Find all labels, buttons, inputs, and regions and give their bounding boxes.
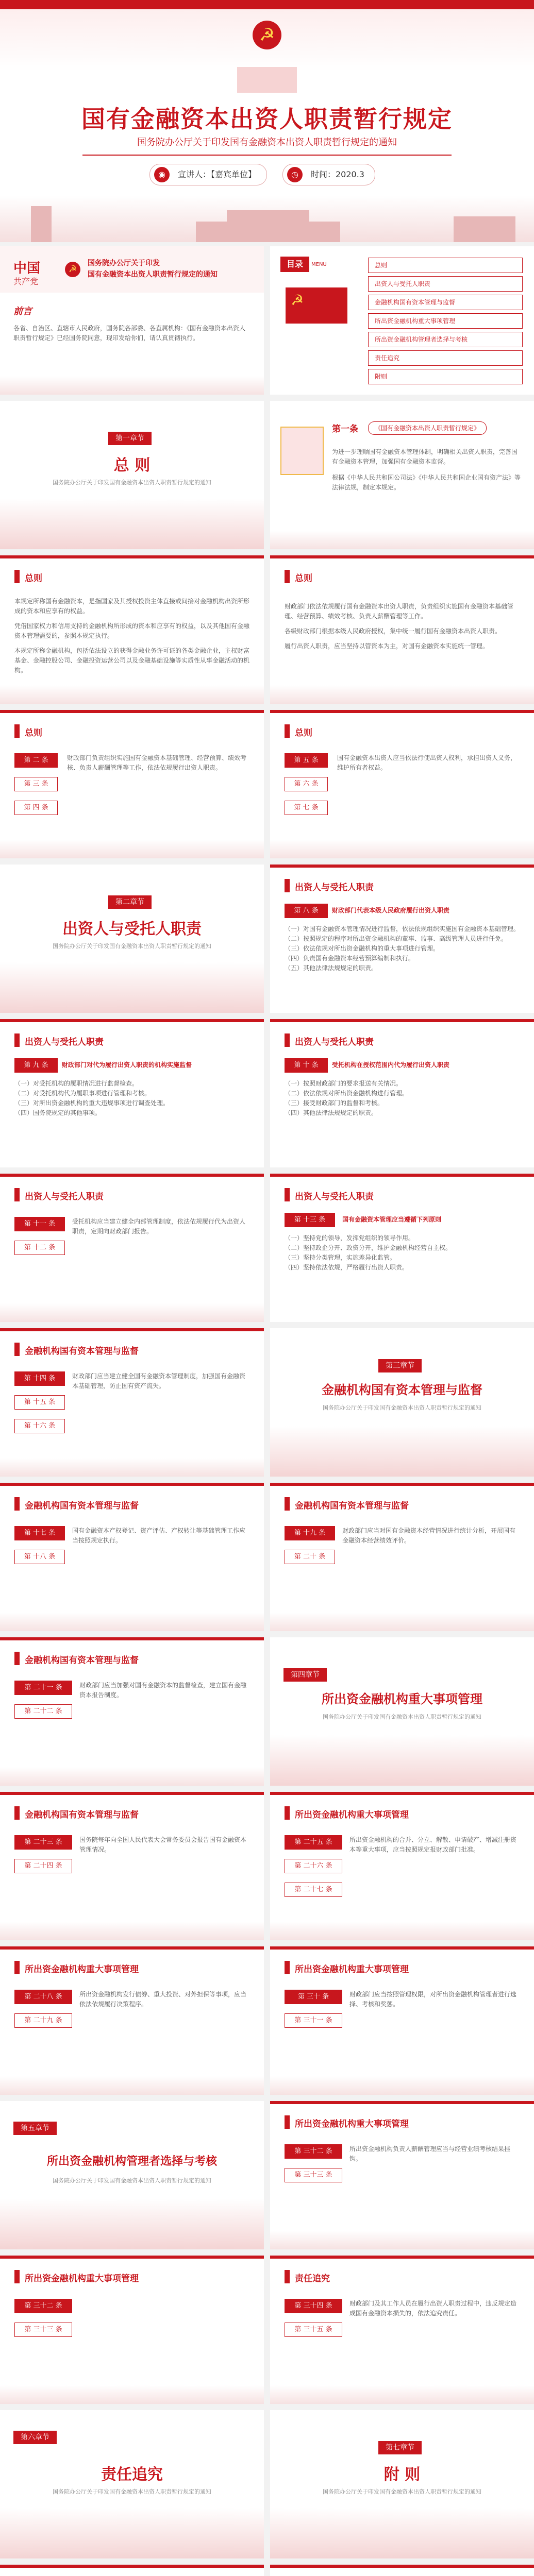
toc-item[interactable]: 金融机构国有资本管理与监督 xyxy=(368,295,523,310)
section-tag: 金融机构国有资本管理与监督 xyxy=(25,1655,139,1666)
duty-list xyxy=(285,1233,520,1273)
article-desc: 所出资金融机构发行债券、重大投资、对外担保等事项，应当依法依规履行决策程序。 xyxy=(79,1991,247,2008)
chapter-title: 责任追究 xyxy=(101,2466,163,2484)
toc-item[interactable]: 责任追究 xyxy=(368,350,523,366)
article-desc: 国有金融资本产权登记、资产评估、产权转让等基础管理工作应当按照规定执行。 xyxy=(72,1527,246,1544)
duty-line: （四）负责国有金融资本经营预算编制和执行。 xyxy=(285,955,415,962)
duty-line: （一）对国有金融资本管理情况进行监督，依法依规组织实施国有金融资本基础管理。 xyxy=(285,925,520,933)
duty-line: （三）接受财政部门的监督和考核。 xyxy=(285,1099,384,1107)
article-lines xyxy=(332,447,523,493)
article-head: 财政部门代表本级人民政府履行出资人职责 xyxy=(332,907,450,914)
slide-footer xyxy=(270,1613,534,1631)
article-desc: 国有金融资本出资人应当依法行使出资人权利，承担出资人义务，维护所有者权益。 xyxy=(337,754,517,771)
article-tag: 第 七 条 xyxy=(285,801,328,815)
article1-slide xyxy=(270,401,534,549)
section-tag: 责任追究 xyxy=(295,2274,330,2284)
section-bar xyxy=(285,2115,290,2129)
article-tag: 第 十二 条 xyxy=(14,1241,65,1255)
article-tag: 第 二 条 xyxy=(14,753,58,768)
badge-small: 共产党 xyxy=(13,277,39,286)
article-tag: 第 五 条 xyxy=(285,753,328,768)
slide-topline xyxy=(270,1483,534,1486)
article-tag: 第 十 条 xyxy=(285,1058,328,1073)
para-group xyxy=(285,602,520,651)
section-tag: 金融机构国有资本管理与监督 xyxy=(295,1501,409,1511)
article-tag: 第 二十六 条 xyxy=(285,1859,342,1873)
duty-list xyxy=(285,924,520,973)
section-tag: 金融机构国有资本管理与监督 xyxy=(25,1346,139,1357)
section-bar xyxy=(285,1497,290,1511)
phone-illustration xyxy=(280,427,324,475)
intro-banner xyxy=(88,258,242,283)
slide-footer xyxy=(0,376,264,395)
user-icon: ◉ xyxy=(154,167,170,182)
duty-line: （一）坚持党的领导，发挥党组织的领导作用。 xyxy=(285,1234,415,1242)
slide-footer xyxy=(0,1613,264,1631)
zongze-a-slide xyxy=(0,555,264,704)
toc-item[interactable]: 附则 xyxy=(368,369,523,384)
banner-line1: 国务院办公厅关于印发 xyxy=(88,259,160,267)
article-desc: 国务院每年向全国人民代表大会常务委员会报告国有金融资本管理情况。 xyxy=(79,1836,247,1853)
chapter-note: 国务院办公厅关于印发国有金融资本出资人职责暂行规定的通知 xyxy=(53,2488,211,2495)
chapter-title: 所出资金融机构管理者选择与考核 xyxy=(46,2155,217,2168)
article-tag: 第 十四 条 xyxy=(14,1371,65,1386)
section-bar xyxy=(14,1033,20,1047)
article-tag: 第 二十一 条 xyxy=(14,1681,72,1695)
article-tag: 第 十三 条 xyxy=(285,1213,335,1227)
para-group xyxy=(14,597,249,675)
duty-line: （四）国务院规定的其他事项。 xyxy=(14,1109,102,1116)
toc-item[interactable]: 所出资金融机构管理者选择与考核 xyxy=(368,332,523,347)
duty-line: （五）其他法律法规规定的职责。 xyxy=(285,964,378,972)
section-bar xyxy=(285,1961,290,1974)
preface-label: 前言 xyxy=(13,306,32,317)
chapter6-cover xyxy=(0,2410,264,2558)
duty-b-slide xyxy=(0,1019,264,1167)
slide-topline xyxy=(0,1019,264,1022)
major-b-slide xyxy=(0,1946,264,2095)
chapter4-cover xyxy=(270,1637,534,1786)
article-tag: 第 二十八 条 xyxy=(14,1990,72,2004)
article-tag: 第 六 条 xyxy=(285,777,328,791)
slide-topline xyxy=(0,1792,264,1795)
slide-footer xyxy=(0,1458,264,1477)
slide-footer xyxy=(0,1922,264,1940)
section-bar xyxy=(14,1961,20,1974)
duty-line: （三）对所出资金融机构的重大违规事项进行调查处理。 xyxy=(14,1099,170,1107)
duty-line: （一）按照财政部门的要求报送有关情况。 xyxy=(285,1080,403,1087)
slide-topline xyxy=(0,1946,264,1950)
section-tag: 总则 xyxy=(25,573,42,584)
chapter7-cover xyxy=(270,2410,534,2558)
cover-subtitle: 国务院办公厅关于印发国有金融资本出资人职责暂行规定的通知 xyxy=(137,137,397,148)
duty-line: （三）依法依规对所出资金融机构的重大事项进行管理。 xyxy=(285,945,440,952)
chapter-skyline xyxy=(270,2508,534,2558)
chapter-tag: 第二章节 xyxy=(108,895,152,909)
chapter-skyline xyxy=(0,2508,264,2558)
slide-topline xyxy=(0,710,264,713)
section-tag: 所出资金融机构重大事项管理 xyxy=(295,1810,409,1820)
section-tag: 所出资金融机构重大事项管理 xyxy=(25,1964,139,1975)
chapter-note: 国务院办公厅关于印发国有金融资本出资人职责暂行规定的通知 xyxy=(53,2177,211,2184)
slide-topline xyxy=(270,2101,534,2104)
toc-item[interactable]: 出资人与受托人职责 xyxy=(368,276,523,292)
section-bar xyxy=(14,1652,20,1665)
chapter-title: 总 则 xyxy=(113,456,151,474)
section-bar xyxy=(285,1188,290,1201)
cover-slide xyxy=(0,0,534,242)
duty-d-slide xyxy=(0,1174,264,1322)
article-tag: 第 二十九 条 xyxy=(14,2013,72,2028)
duty-line: （一）对受托机构的履职情况进行监督检查。 xyxy=(14,1080,139,1087)
mgr-c-slide xyxy=(0,2256,264,2404)
resp-a-slide xyxy=(270,2256,534,2404)
chapter-tag: 第四章节 xyxy=(283,1668,327,1682)
toc-flag xyxy=(286,287,347,324)
article-head: 受托机构在授权范围内代为履行出资人职责 xyxy=(332,1061,450,1069)
section-bar xyxy=(285,1806,290,1820)
chapter-title: 所出资金融机构重大事项管理 xyxy=(322,1692,482,1706)
chapter-tag: 第一章节 xyxy=(108,432,152,445)
section-bar xyxy=(14,570,20,583)
slide-footer xyxy=(0,2076,264,2095)
article-tag: 第 八 条 xyxy=(285,904,328,918)
article-tag: 第 十七 条 xyxy=(14,1526,65,1540)
section-tag: 出资人与受托人职责 xyxy=(295,883,374,893)
chapter-note: 国务院办公厅关于印发国有金融资本出资人职责暂行规定的通知 xyxy=(323,1404,481,1411)
article-desc: 财政部门应当按照管理权限，对所出资金融机构管理者进行选择、考核和奖惩。 xyxy=(349,1991,517,2008)
article-tag: 第 二十七 条 xyxy=(285,1883,342,1897)
section-tag: 出资人与受托人职责 xyxy=(295,1037,374,1047)
top-band xyxy=(0,0,534,9)
intro-slide xyxy=(0,246,264,395)
slide-footer xyxy=(270,1922,534,1940)
chapter-tag: 第七章节 xyxy=(378,2441,422,2454)
article-tag: 第 二十四 条 xyxy=(14,1859,72,1873)
chapter1-cover xyxy=(0,401,264,549)
article-head: 国有金融资本管理应当遵循下列原则 xyxy=(342,1216,442,1223)
article-desc: 财政部门负责组织实施国有金融资本基础管理、经营预算、绩效考核、负责人薪酬管理等工作，依法依规履行出资人职责。 xyxy=(67,754,247,771)
slide-topline xyxy=(270,1174,534,1177)
intro-para: 各省、自治区、直辖市人民政府，国务院各部委、各直属机构：《国有金融资本出资人职责暂行规定》已经国务院同意，现印发给你们，请认真贯彻执行。 xyxy=(13,325,246,342)
section-bar xyxy=(285,724,290,738)
mgr-b-slide xyxy=(270,2101,534,2249)
slide-topline xyxy=(270,1019,534,1022)
slide-topline xyxy=(0,2256,264,2259)
article-desc: 受托机构应当建立健全内部管理制度，依法依规履行代为出资人职责，定期向财政部门报告。 xyxy=(72,1218,246,1235)
article-quote: 《国有金融资本出资人职责暂行规定》 xyxy=(368,421,487,435)
duty-line: （四）坚持依法依规，严格履行出资人职责。 xyxy=(285,1264,409,1271)
duty-line: （二）依法依规对所出资金融机构进行管理。 xyxy=(285,1090,409,1097)
chapter-skyline xyxy=(270,1426,534,1477)
cap-e-slide xyxy=(0,1792,264,1940)
chapter-note: 国务院办公厅关于印发国有金融资本出资人职责暂行规定的通知 xyxy=(323,2488,481,2495)
chapter-tag: 第三章节 xyxy=(378,1359,422,1372)
para-line: 本规定所称金融机构，包括依法设立的获得金融业务许可证的各类金融企业，主权财富基金、金融控股公司、金融投资运营公司以及金融基础设施等实质性从事金融活动的机构。 xyxy=(14,647,250,674)
duty-e-slide xyxy=(270,1174,534,1322)
article-tag: 第 十五 条 xyxy=(14,1395,65,1410)
article-desc: 所出资金融机构负责人薪酬管理应当与经营业绩考核结果挂钩。 xyxy=(349,2145,511,2162)
chapter-note: 国务院办公厅关于印发国有金融资本出资人职责暂行规定的通知 xyxy=(323,1714,481,1720)
toc-list xyxy=(368,258,523,387)
date-pill xyxy=(282,164,375,185)
chapter-title: 金融机构国有资本管理与监督 xyxy=(322,1383,482,1397)
clock-icon: ◷ xyxy=(287,167,303,182)
slide-footer xyxy=(270,531,534,549)
chapter-title: 出资人与受托人职责 xyxy=(62,920,202,938)
slide-topline xyxy=(0,1483,264,1486)
cap-d-slide xyxy=(0,1637,264,1786)
article-tag: 第 二十三 条 xyxy=(14,1835,72,1850)
section-tag: 出资人与受托人职责 xyxy=(295,1192,374,1202)
section-tag: 所出资金融机构重大事项管理 xyxy=(25,2274,139,2284)
toc-title-en: MENU xyxy=(311,262,327,267)
duty-a-slide xyxy=(270,865,534,1013)
section-tag: 所出资金融机构重大事项管理 xyxy=(295,2119,409,2129)
section-bar xyxy=(14,1343,20,1356)
article-tag: 第 三十五 条 xyxy=(285,2323,342,2337)
slide-topline xyxy=(270,2256,534,2259)
article-tag: 第 二十二 条 xyxy=(14,1704,72,1719)
article-head: 财政部门对代为履行出资人职责的机构实施监督 xyxy=(62,1061,192,1069)
pillar-shape xyxy=(31,206,52,242)
para-line: 各级财政部门根据本级人民政府授权，集中统一履行国有金融资本出资人职责。 xyxy=(285,628,502,635)
section-tag: 所出资金融机构重大事项管理 xyxy=(295,1964,409,1975)
article-line: 根据《中华人民共和国公司法》《中华人民共和国企业国有资产法》等法律法规，制定本规定。 xyxy=(332,474,521,491)
article-tag: 第 三十三 条 xyxy=(14,2323,72,2337)
article-tag: 第 三十二 条 xyxy=(14,2299,72,2313)
speaker-pill xyxy=(149,164,267,185)
chapter-skyline xyxy=(0,2199,264,2249)
chapter2-cover xyxy=(0,865,264,1013)
chapter-tag: 第五章节 xyxy=(13,2122,57,2135)
cover-skyline-top xyxy=(41,57,493,93)
article-tag: 第 四 条 xyxy=(14,801,58,815)
section-tag: 出资人与受托人职责 xyxy=(25,1037,104,1047)
para-line: 本规定所称国有金融资本，是指国家及其授权投资主体直接或间接对金融机构出资所形成的资本和应享有的权益。 xyxy=(14,598,250,615)
slide-footer xyxy=(270,840,534,858)
slide-footer xyxy=(270,685,534,704)
article-tag: 第 三十三 条 xyxy=(285,2168,342,2182)
article-tag: 第 十一 条 xyxy=(14,1217,65,1231)
party-emblem-icon: ☭ xyxy=(253,21,281,49)
para-line: 财政部门依法依规履行国有金融资本出资人职责，负责组织实施国有金融资本基础管理、经营预算、绩效考核、负责人薪酬管理等工作。 xyxy=(285,603,514,620)
slide-footer xyxy=(0,685,264,704)
zongze-b-slide xyxy=(270,555,534,704)
section-tag: 总则 xyxy=(25,728,42,738)
section-tag: 总则 xyxy=(295,728,312,738)
resp-b-slide xyxy=(0,2565,264,2576)
duty-list xyxy=(285,1079,520,1118)
chapter3-cover xyxy=(270,1328,534,1477)
article-tag: 第 十八 条 xyxy=(14,1550,65,1564)
article-tag: 第 三十二 条 xyxy=(285,2144,342,2159)
toc-slide xyxy=(270,246,534,395)
slide-topline xyxy=(270,1946,534,1950)
toc-title: 目录 xyxy=(280,257,309,272)
banner-line2: 国有金融资本出资人职责暂行规定的通知 xyxy=(88,270,218,279)
slide-topline xyxy=(270,2565,534,2568)
slide-footer xyxy=(0,1303,264,1322)
arts1-slide xyxy=(0,710,264,858)
article-head: 第一条 xyxy=(332,424,358,434)
chapter-note: 国务院办公厅关于印发国有金融资本出资人职责暂行规定的通知 xyxy=(53,943,211,950)
section-bar xyxy=(14,2270,20,2283)
chapter-skyline xyxy=(0,962,264,1013)
article-desc: 财政部门应当对国有金融资本经营情况进行统计分析，开展国有金融资本经营绩效评价。 xyxy=(342,1527,516,1544)
article-tag: 第 十九 条 xyxy=(285,1526,335,1540)
slide-footer xyxy=(270,2231,534,2249)
cap-b-slide xyxy=(0,1483,264,1631)
tower-shape xyxy=(237,67,297,93)
article-tag: 第 二十 条 xyxy=(285,1550,335,1564)
slide-topline xyxy=(270,710,534,713)
toc-item[interactable]: 总则 xyxy=(368,258,523,273)
slide-topline xyxy=(0,1174,264,1177)
slide-footer xyxy=(270,2385,534,2404)
slide-topline xyxy=(270,865,534,868)
cover-title: 国有金融资本出资人职责暂行规定 xyxy=(81,105,453,133)
major-a-slide xyxy=(270,1792,534,1940)
duty-line: （二）按照规定的程序对所出资金融机构的董事、监事、高级管理人员进行任免。 xyxy=(285,935,508,942)
section-bar xyxy=(285,879,290,892)
fz-a-slide xyxy=(270,2565,534,2576)
article-tag: 第 三十四 条 xyxy=(285,2299,342,2313)
article-tag: 第 十六 条 xyxy=(14,1419,65,1433)
section-bar xyxy=(285,2270,290,2283)
article-desc: 所出资金融机构的合并、分立、解散、申请破产、增减注册资本等重大事项，应当按照规定报财政部门批准。 xyxy=(349,1836,517,1853)
duty-line: （四）其他法律法规规定的职责。 xyxy=(285,1109,378,1116)
slide-topline xyxy=(270,555,534,558)
slide-topline xyxy=(0,555,264,558)
section-bar xyxy=(14,1188,20,1201)
section-bar xyxy=(285,570,290,583)
article-tag: 第 二十五 条 xyxy=(285,1835,342,1850)
cap-c-slide xyxy=(270,1483,534,1631)
section-tag: 总则 xyxy=(295,573,312,584)
slide-footer xyxy=(0,2385,264,2404)
chapter-skyline xyxy=(270,1735,534,1786)
article-desc: 财政部门应当加强对国有金融资本的监督检查，建立国有金融资本报告制度。 xyxy=(79,1682,247,1699)
chapter-title: 附 则 xyxy=(383,2466,421,2484)
section-tag: 金融机构国有资本管理与监督 xyxy=(25,1501,139,1511)
arts2-slide xyxy=(270,710,534,858)
para-line: 履行出资人职责，应当坚持以管资本为主，对国有金融资本实施统一管理。 xyxy=(285,642,489,650)
chapter-note: 国务院办公厅关于印发国有金融资本出资人职责暂行规定的通知 xyxy=(53,479,211,486)
chapter5-cover xyxy=(0,2101,264,2249)
slide-topline xyxy=(0,2565,264,2568)
section-tag: 出资人与受托人职责 xyxy=(25,1192,104,1202)
wall-shape xyxy=(454,216,515,242)
date-label: 时间：2020.3 xyxy=(311,170,364,179)
flag-emblem-icon: ☭ xyxy=(291,292,304,309)
section-bar xyxy=(14,724,20,738)
toc-item[interactable]: 所出资金融机构重大事项管理 xyxy=(368,313,523,329)
slide-topline xyxy=(0,1328,264,1331)
speaker-label: 宣讲人：【嘉宾单位】 xyxy=(178,170,257,179)
chapter-tag: 第六章节 xyxy=(13,2431,57,2444)
gate-roof-shape xyxy=(227,210,309,242)
duty-line: （二）对受托机构代为履职事项进行管理和考核。 xyxy=(14,1090,151,1097)
para-line: 凭借国家权力和信用支持的金融机构所形成的资本和应享有的权益，以及其他国有金融资本管理需要的，参照本规定执行。 xyxy=(14,622,250,639)
article-line: 为进一步理顺国有金融资本管理体制，明确相关出资人职责，完善国有金融资本管理，加强国有金融资本监督。 xyxy=(332,448,518,465)
section-bar xyxy=(14,1806,20,1820)
mgr-a-slide xyxy=(270,1946,534,2095)
article-tag: 第 三十 条 xyxy=(285,1990,342,2004)
article-tag: 第 三十一 条 xyxy=(285,2013,342,2028)
slide-topline xyxy=(270,1792,534,1795)
duty-list xyxy=(14,1079,249,1118)
slide-footer xyxy=(270,2076,534,2095)
cover-skyline xyxy=(0,196,534,242)
duty-c-slide xyxy=(270,1019,534,1167)
slide-topline xyxy=(0,1637,264,1640)
article-desc: 财政部门及其工作人员在履行出资人职责过程中，违反规定造成国有金融资本损失的，依法追究责任。 xyxy=(349,2300,517,2317)
cap-a-slide xyxy=(0,1328,264,1477)
slide-footer xyxy=(0,1767,264,1786)
intro-emblem-icon: ☭ xyxy=(65,262,80,277)
chapter-skyline xyxy=(0,499,264,549)
cover-divider xyxy=(82,155,452,156)
duty-line: （三）坚持分类管理，实施差异化监管。 xyxy=(285,1254,396,1261)
article-desc: 财政部门应当建立健全国有金融资本管理制度，加强国有金融资本基础管理，防止国有资产流失。 xyxy=(72,1372,246,1389)
section-bar xyxy=(285,1033,290,1047)
section-tag: 金融机构国有资本管理与监督 xyxy=(25,1810,139,1820)
badge-big: 中国 xyxy=(13,261,41,276)
section-bar xyxy=(14,1497,20,1511)
duty-line: （二）坚持政企分开、政资分开，维护金融机构经营自主权。 xyxy=(285,1244,452,1251)
article-tag: 第 九 条 xyxy=(14,1058,58,1073)
article-tag: 第 三 条 xyxy=(14,777,58,791)
slide-footer xyxy=(0,840,264,858)
